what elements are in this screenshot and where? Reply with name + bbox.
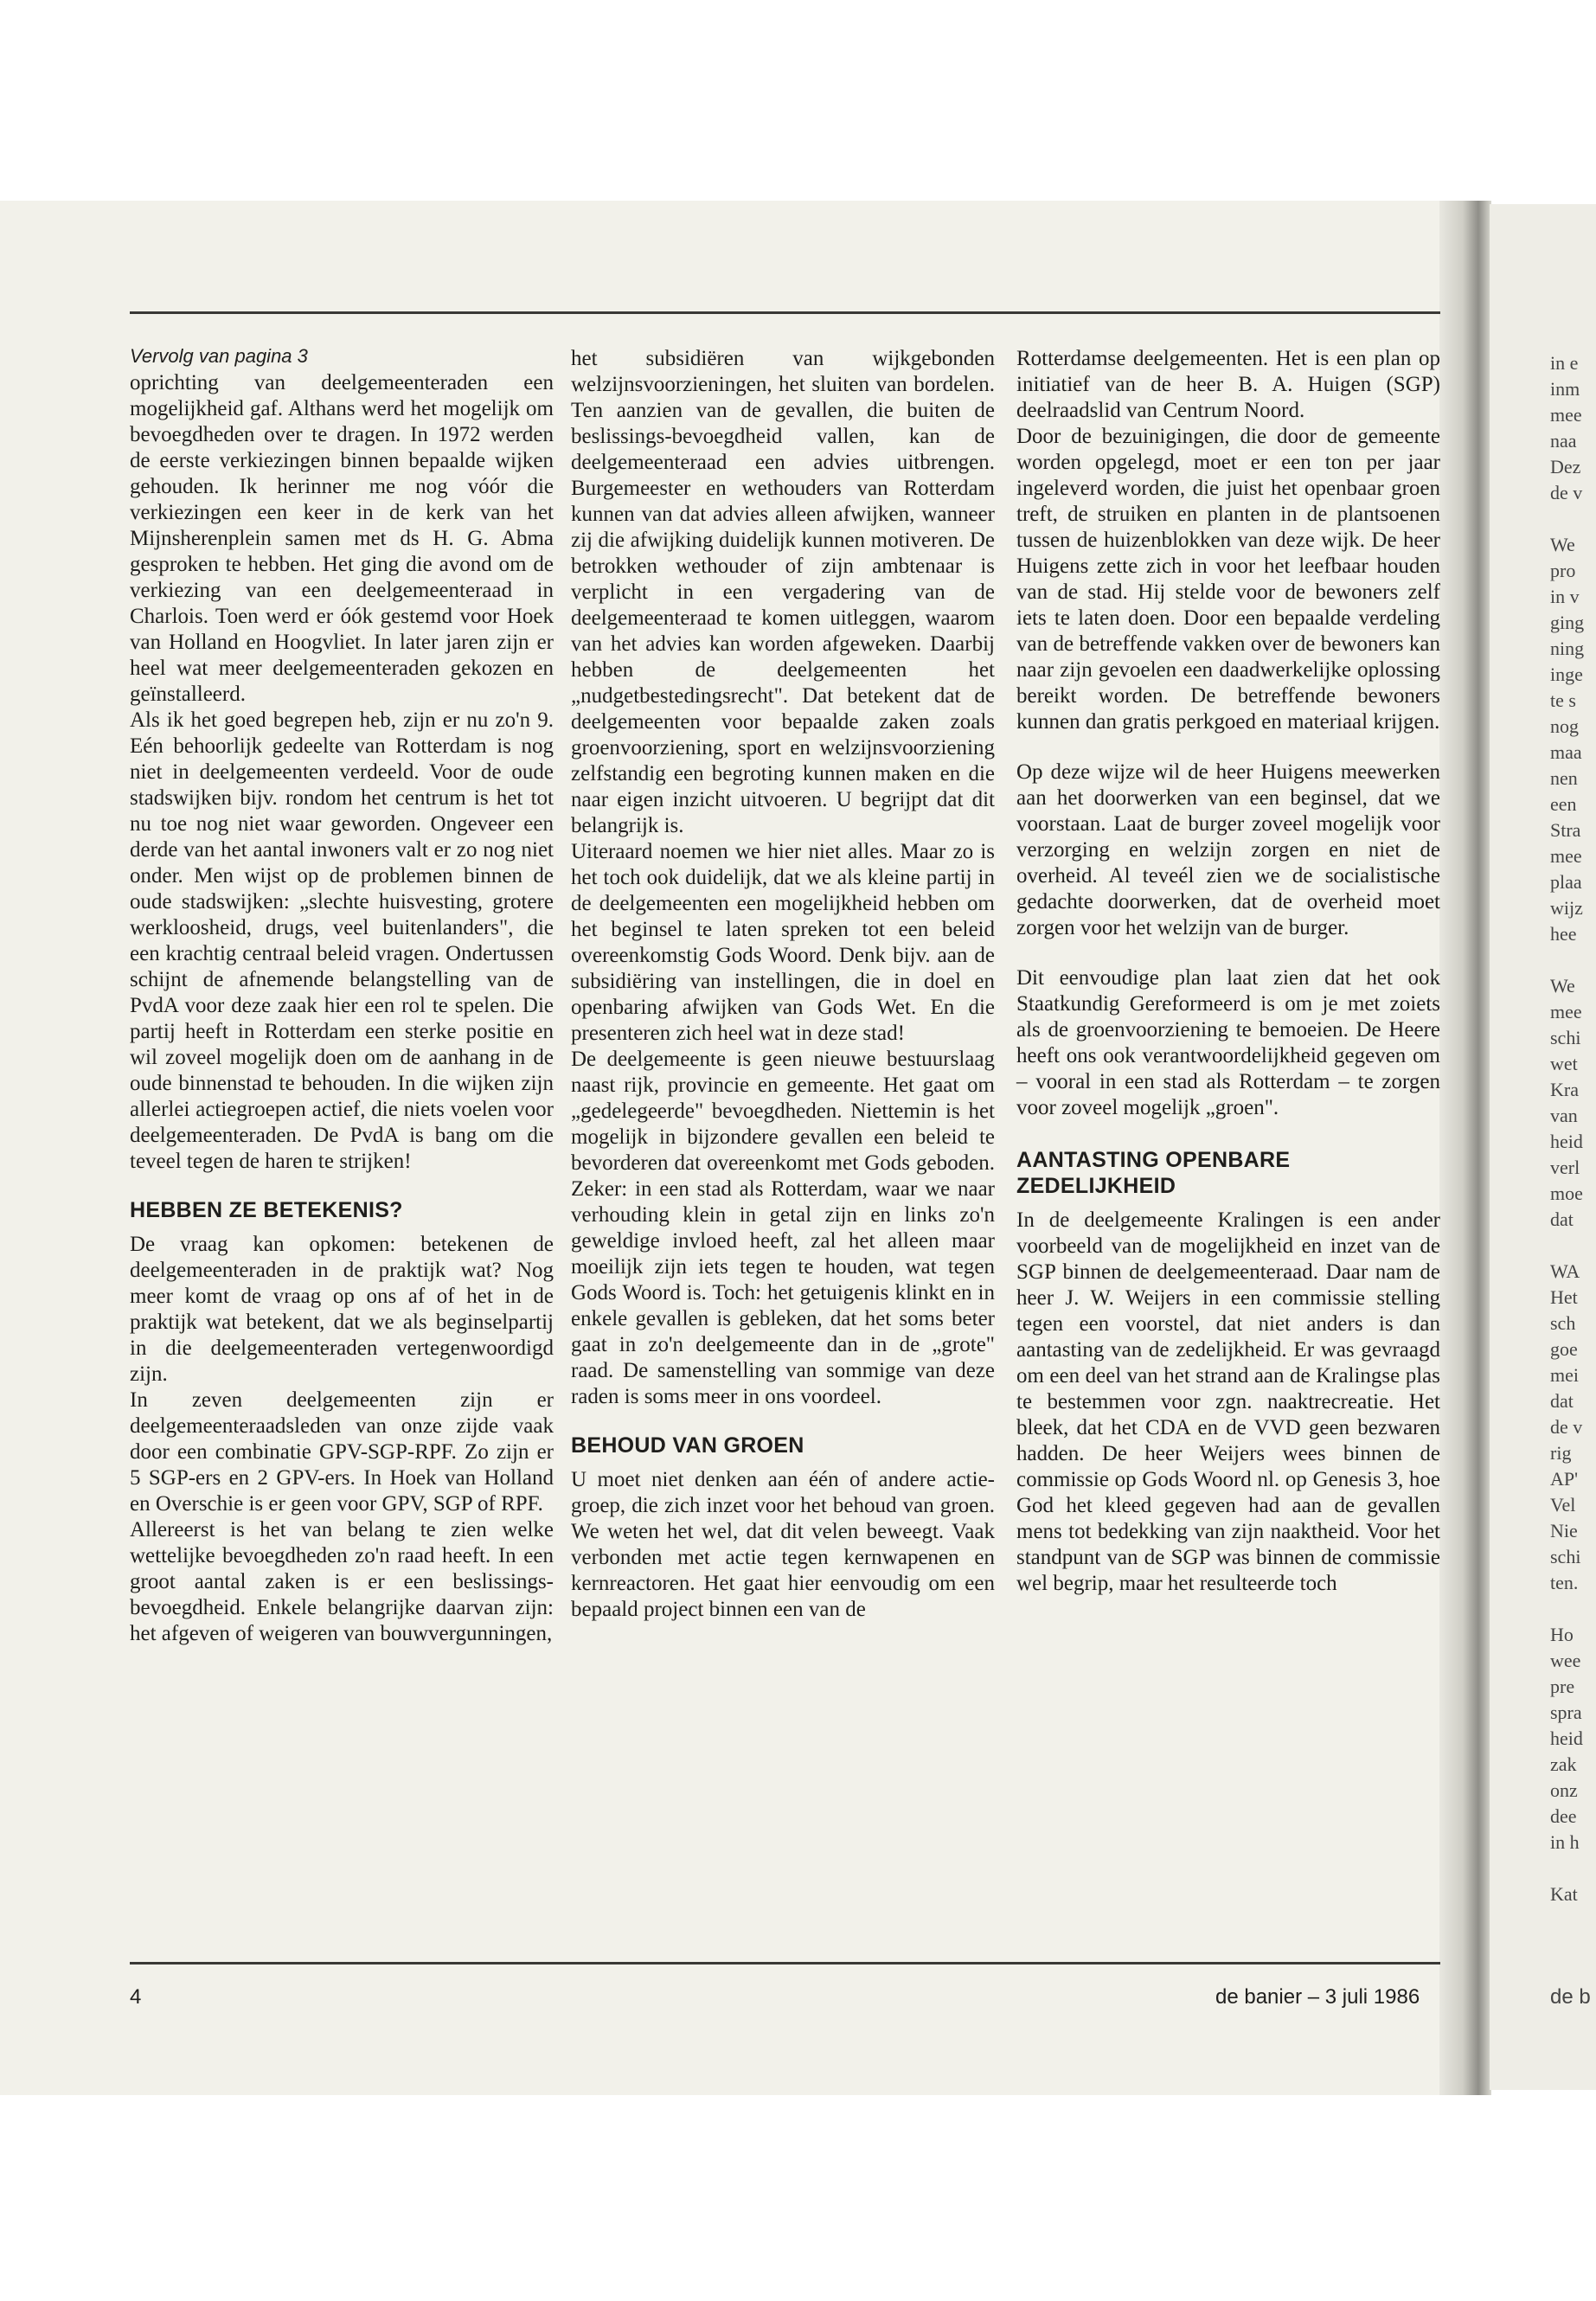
paragraph: In zeven deelgemeenten zijn er deelgemeenteraadsleden van onze zijde vaak door een combinatie GPV-SGP-RPF. Zo zijn er 5 SGP-ers en 2 GPV-ers. In Hoek van Holland en Overschie is er geen voor GPV, SGP of RPF. — [130, 1388, 554, 1516]
paragraph: Uiteraard noemen we hier niet alles. Maar zo is het toch ook duidelijk, dat we als kleine partij in de deelgemeenten een mogelijkheid hebben om het beginsel te laten spreken tot een beleid overeenkomstig Gods Woord. Denk bijv. aan de subsidiëring van instellingen, die in doel en openbaring afwijken van Gods Wet. En die presenteren zich heel wat in deze stad! — [571, 840, 995, 1045]
next-page-fragment: schi — [1550, 1027, 1581, 1048]
next-page-fragment: AP' — [1550, 1468, 1579, 1490]
next-page-fragment: Vel — [1550, 1494, 1576, 1516]
column-1 — [130, 344, 554, 1647]
next-page-fragment: maa — [1550, 741, 1582, 763]
paragraph: het subsidiëren van wijkgebonden welzijnsvoorzieningen, het sluiten van bordelen. Ten aanzien van de gevallen, die buiten de beslissings-bevoegdheid vallen, kan de deelgemeenteraad een advies uitbrengen. Burgemeester en wethouders van Rotterdam kunnen van dat advies alleen afwijken, wanneer zij die afwijking duidelijk kunnen motiveren. De betrokken wethouder of zijn ambtenaar is verplicht in een vergadering van de deelgemeenteraad te komen uitleggen, waarom van het advies kan worden afgeweken. Daarbij hebben de deelgemeenten het „nudgetbestedingsrecht". Dat betekent dat de deelgemeenten voor bepaalde zaken zoals groenvoorziening, sport en welzijnsvoorziening zelfstandig een begroting kunnen maken en die naar eigen inzicht uitvoeren. U begrijpt dat dit belangrijk is. — [571, 347, 995, 837]
next-page-fragment: Nie — [1550, 1520, 1578, 1541]
top-rule — [130, 311, 1440, 314]
paragraph: Dit eenvoudige plan laat zien dat het ook Staatkundig Gereformeerd is om je met zoiets als de groenvoorziening te bemoeien. De Heere heeft ons ook verantwoordelijkheid gegeven om – vooral in een stad als Rotterdam – te zorgen voor zoveel mogelijk „groen". — [1016, 966, 1440, 1119]
paragraph: Op deze wijze wil de heer Huigens meewerken aan het doorwerken van een beginsel, dat we voorstaan. Laat de burger zoveel mogelijk voor verzorging en welzijn zorgen en niet de overheid. Al teveél zien we de socialistische gedachte doorwerken, dat de overheid moet zorgen voor het welzijn van de burger. — [1016, 760, 1440, 939]
column-2 — [571, 346, 995, 1623]
next-page-fragment: dee — [1550, 1805, 1577, 1827]
next-page-fragment: wijz — [1550, 897, 1583, 919]
next-page-fragment: onz — [1550, 1779, 1578, 1801]
next-page-fragment: naa — [1550, 430, 1577, 452]
column-3 — [1016, 346, 1440, 1597]
paragraph: Door de bezuinigingen, die door de gemeente worden opgelegd, moet er een ton per jaar ingeleverd worden, die juist het openbaar groen treft, de struiken en planten in de plantsoenen tussen de huizenblokken van deze wijk. De heer Huigens zette zich in voor het leefbaar houden van de stad. Hij stelde voor de bewoners zelf iets te laten doen. Door een bepaalde verdeling van de betreffende vakken over de bewoners kan naar zijn gevoelen een daadwerkelijke oplossing bereikt worden. De betreffende bewoners kunnen dan gratis perkgoed en materiaal krijgen. — [1016, 425, 1440, 734]
next-page-fragment: in e — [1550, 352, 1579, 374]
next-page-fragment: pre — [1550, 1676, 1575, 1697]
issue-line: de banier – 3 juli 1986 — [1215, 1985, 1420, 2009]
next-page-fragment: in v — [1550, 586, 1580, 607]
next-page-fragment: dat — [1550, 1208, 1574, 1230]
next-page-fragment: mee — [1550, 404, 1582, 426]
next-page-fragment: inm — [1550, 378, 1580, 400]
next-page-fragment: Kat — [1550, 1883, 1578, 1905]
next-page-fragment: een — [1550, 793, 1577, 815]
next-page-fragment: wet — [1550, 1053, 1578, 1074]
paragraph: Allereerst is het van belang te zien welke wettelijke bevoegdheden zo'n raad heeft. In een groot aantal zaken is er een beslissings-bevoegdheid. Enkele belangrijke daarvan zijn: het afgeven of weigeren van bouwvergunningen, — [130, 1518, 554, 1645]
paragraph: U moet niet denken aan één of andere actie-groep, die zich inzet voor het behoud van groen. We weten het wel, dat dit velen beweegt. Vaak verbonden met actie tegen kernwapenen en kernreactoren. Het gaat hier eenvoudig om een bepaald project binnen een van de — [571, 1468, 995, 1621]
next-page-fragment — [1550, 947, 1596, 973]
next-page-fragment: dat — [1550, 1390, 1574, 1412]
heading-line: ZEDELIJKHEID — [1016, 1174, 1176, 1198]
next-page-fragment: heid — [1550, 1131, 1583, 1152]
section-heading: HEBBEN ZE BETEKENIS? — [130, 1198, 403, 1222]
next-page-fragment: ning — [1550, 638, 1585, 659]
next-page-footer: de b — [1550, 1985, 1591, 2009]
next-page-fragment: hee — [1550, 923, 1577, 945]
next-page-fragment: Dez — [1550, 456, 1581, 478]
next-page-fragment: nog — [1550, 715, 1579, 737]
next-page-fragment: pro — [1550, 560, 1576, 581]
next-page-fragment: zak — [1550, 1753, 1577, 1775]
section-heading: BEHOUD VAN GROEN — [571, 1433, 804, 1458]
next-page-fragment: rig — [1550, 1442, 1572, 1464]
next-page-fragment: de v — [1550, 1416, 1583, 1438]
next-page-fragment: Het — [1550, 1286, 1578, 1308]
next-page-fragment: schi — [1550, 1546, 1581, 1567]
next-page-text — [1550, 350, 1596, 1907]
next-page-fragment: Stra — [1550, 819, 1581, 841]
next-page-fragment: Ho — [1550, 1624, 1574, 1645]
next-page-fragment: van — [1550, 1105, 1578, 1126]
paragraph: In de deelgemeente Kralingen is een ander voorbeeld van de mogelijkheid en inzet van de SGP binnen de deelgemeenteraad. Daar nam de heer J. W. Weijers in een commissie stelling tegen een voorstel, dat niet anders is dan aantasting van de zedelijkheid. Er was gevraagd om een deel van het strand aan de Kralingse plas te bestemmen voor zgn. naaktrecreatie. Het bleek, dat het CDA en de VVD geen bezwaren hadden. De heer Weijers wees binnen de commissie op Gods Woord nl. op Genesis 3, hoe God het kleed gegeven had aan de gevallen mens tot bedekking van zijn naaktheid. Voor het standpunt van de SGP was binnen de commissie wel begrip, maar het resulteerde toch — [1016, 1208, 1440, 1595]
paragraph: De vraag kan opkomen: betekenen de deelgemeenteraden in de praktijk wat? Nog meer komt de vraag op ons af of het in de praktijk wat betekent, dat we als beginselpartij in die deelgemeenteraden vertegenwoordigd zijn. — [130, 1233, 554, 1386]
page-gutter — [1439, 201, 1491, 2095]
section-heading — [1016, 1147, 1440, 1199]
next-page-fragment: ten. — [1550, 1572, 1579, 1593]
next-page-fragment: We — [1550, 534, 1575, 555]
next-page-fragment: goe — [1550, 1338, 1578, 1360]
paragraph: De deelgemeente is geen nieuwe bestuurslaag naast rijk, provincie en gemeente. Het gaat om „gedelegeerde" bevoegdheden. Niettemin is het mogelijk in bijzondere gevallen een beleid te bevorderen dat overeenkomt met Gods geboden. Zeker: in een stad als Rotterdam, waar we naar verhouding klein in getal zijn en links zo'n geweldige invloed heeft, zal het alleen maar moeilijk zijn iets tegen te houden, wat tegen Gods Woord is. Toch: het getuigenis klinkt en in enkele gevallen is gebleken, dat het soms beter gaat in zo'n deelgemeente dan in de „grote" raad. De samenstelling van sommige van deze raden is soms meer in ons voordeel. — [571, 1048, 995, 1408]
next-page-fragment: te s — [1550, 689, 1576, 711]
next-page-fragment: sch — [1550, 1312, 1576, 1334]
next-page-fragment — [1550, 1596, 1596, 1622]
next-page-fragment: moe — [1550, 1183, 1583, 1204]
next-page-fragment: heid — [1550, 1727, 1583, 1749]
next-page-fragment: nen — [1550, 767, 1578, 789]
next-page-fragment — [1550, 506, 1596, 532]
next-page-fragment: inge — [1550, 663, 1583, 685]
next-page-fragment: mee — [1550, 1001, 1582, 1022]
paragraph: oprichting van deelgemeenteraden een mogelijkheid gaf. Althans werd het mogelijk om bevoegdheden over te dragen. In 1972 werden de eerste verkiezingen binnen bepaalde wijken gehouden. Ik herinner me nog vóór die verkiezingen een keer in de kerk van het Mijnsherenplein samen met ds H. G. Abma gesproken te hebben. Het ging die avond om de verkiezing van een deelgemeenteraad in Charlois. Toen werd er óók gestemd voor Hoek van Holland en Hoogvliet. In later jaren zijn er heel wat meer deelgemeenteraden gekozen en geïnstalleerd. — [130, 371, 554, 706]
next-page-fragment: wee — [1550, 1650, 1581, 1671]
next-page-fragment: mee — [1550, 845, 1582, 867]
continued-from-label: Vervolg van pagina 3 — [130, 345, 308, 367]
next-page-fragment — [1550, 1233, 1596, 1259]
next-page-fragment: plaa — [1550, 871, 1582, 893]
paragraph: Als ik het goed begrepen heb, zijn er nu zo'n 9. Eén behoorlijk gedeelte van Rotterdam is nog niet in deelgemeenten verdeeld. Voor de oude stadswijken bijv. rondom het centrum is het tot nu toe nog niet waar geworden. Ongeveer een derde van het aantal inwoners valt er zo nog niet onder. Men wijst op de problemen binnen de oude stadswijken: „slechte huisvesting, grotere werkloosheid, drugs, veel buitenlanders", die een krachtig centraal beleid vragen. Ondertussen schijnt de afnemende belangstelling van de PvdA voor deze zaak hier een rol te spelen. Die partij heeft in Rotterdam een sterke positie en wil zoveel mogelijk doen om de aanhang in de oude binnenstad te behouden. In die wijken zijn allerlei actiegroepen actief, die niets voelen voor deelgemeenteraden. De PvdA is bang om die teveel tegen de haren te strijken! — [130, 708, 554, 1173]
paragraph: Rotterdamse deelgemeenten. Het is een plan op initiatief van de heer B. A. Huigen (SGP) deelraadslid van Centrum Noord. — [1016, 347, 1440, 422]
next-page-fragment — [1550, 1856, 1596, 1881]
next-page-fragment: Kra — [1550, 1079, 1579, 1100]
next-page-fragment: mei — [1550, 1364, 1579, 1386]
next-page-fragment: ging — [1550, 612, 1585, 633]
next-page-fragment: spra — [1550, 1702, 1582, 1723]
bottom-rule — [130, 1962, 1440, 1965]
heading-line: AANTASTING OPENBARE — [1016, 1148, 1291, 1172]
page-number: 4 — [130, 1985, 142, 2009]
next-page-fragment: verl — [1550, 1157, 1580, 1178]
next-page-fragment: in h — [1550, 1831, 1580, 1853]
next-page-fragment: WA — [1550, 1260, 1580, 1282]
next-page-fragment: We — [1550, 975, 1575, 997]
next-page-fragment: de v — [1550, 482, 1583, 503]
